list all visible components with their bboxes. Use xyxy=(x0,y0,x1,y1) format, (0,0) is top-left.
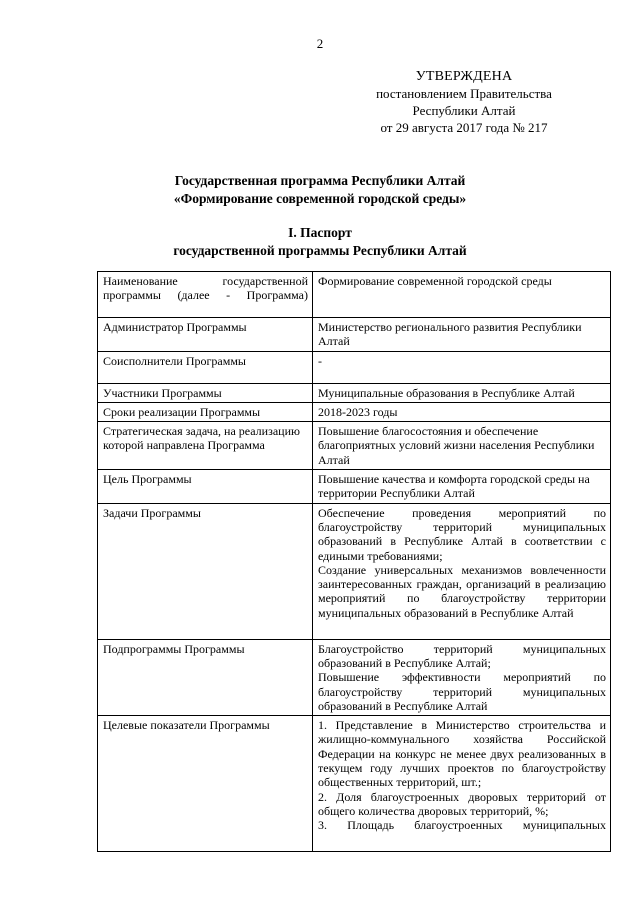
row-value xyxy=(313,383,611,402)
row-value-paragraph: Создание универсальных механизмов вовлеченности заинтересованных граждан, организаций в реализацию мероприятий по благоустройству территории муниципальных образований в Республике Алтай xyxy=(318,562,606,620)
row-value-paragraph: - xyxy=(318,353,322,368)
section-heading-line-1: I. Паспорт xyxy=(288,225,352,240)
row-value-paragraph: Повышение качества и комфорта городской среды на территории Республики Алтай xyxy=(318,472,590,501)
row-label: Цель Программы xyxy=(98,470,313,504)
document-title-line-1: Государственная программа Республики Алтай xyxy=(174,173,466,188)
row-label: Стратегическая задача, на реализацию которой направлена Программа xyxy=(98,422,313,470)
row-value-paragraph: Повышение эффективности мероприятий по благоустройству территорий муниципальных образований в Республике Алтай xyxy=(318,670,606,713)
row-value xyxy=(313,470,611,504)
row-label: Администратор Программы xyxy=(98,318,313,352)
table-row xyxy=(98,470,611,504)
approval-title: УТВЕРЖДЕНА xyxy=(415,69,513,84)
approval-line-2: Республики Алтай xyxy=(412,103,516,118)
table-row xyxy=(98,383,611,402)
table-row xyxy=(98,503,611,639)
table-row xyxy=(98,639,611,715)
table-row xyxy=(98,716,611,852)
table-row xyxy=(98,272,611,318)
row-value xyxy=(313,318,611,352)
row-value xyxy=(313,422,611,470)
row-value xyxy=(313,402,611,421)
section-heading xyxy=(0,224,640,260)
page-number: 2 xyxy=(316,36,324,51)
row-label: Подпрограммы Программы xyxy=(98,639,313,715)
table-row xyxy=(98,402,611,421)
approval-line-1: постановлением Правительства xyxy=(376,86,552,101)
row-value-paragraph: Министерство регионального развития Республики Алтай xyxy=(318,320,582,349)
row-value xyxy=(313,716,611,852)
row-label: Наименование государственной программы (далее - Программа) xyxy=(98,272,313,318)
passport-table xyxy=(97,271,611,852)
document-title-line-2: «Формирование современной городской среды» xyxy=(173,191,467,206)
row-value-paragraph: 1. Представление в Министерство строительства и жилищно-коммунального хозяйства Российской Федерации на конкурс не менее двух реализованных в текущем году лучших проектов по благоустройству общественных территорий, шт.; xyxy=(318,718,606,790)
row-value-paragraph: 3. Площадь благоустроенных муниципальных xyxy=(318,818,606,833)
row-value-paragraph: Благоустройство территорий муниципальных образований в Республике Алтай; xyxy=(318,641,606,670)
row-label: Участники Программы xyxy=(98,383,313,402)
row-value-paragraph: Повышение благосостояния и обеспечение благоприятных условий жизни населения Республики Алтай xyxy=(318,424,595,467)
row-label: Сроки реализации Программы xyxy=(98,402,313,421)
document-title xyxy=(0,172,640,208)
row-value-paragraph: 2018-2023 годы xyxy=(318,404,398,419)
row-value-paragraph: Муниципальные образования в Республике Алтай xyxy=(318,385,575,400)
row-label: Соисполнители Программы xyxy=(98,351,313,383)
table-row xyxy=(98,318,611,352)
row-value-paragraph: Формирование современной городской среды xyxy=(318,274,552,288)
table-row xyxy=(98,351,611,383)
row-value xyxy=(313,639,611,715)
approval-stamp xyxy=(300,68,628,136)
row-value xyxy=(313,272,611,318)
row-value xyxy=(313,351,611,383)
approval-line-3: от 29 августа 2017 года № 217 xyxy=(380,120,548,135)
section-heading-line-2: государственной программы Республики Алтай xyxy=(173,243,467,258)
row-value-paragraph: Обеспечение проведения мероприятий по благоустройству территорий муниципальных образований в Республике Алтай в соответствии с едиными требованиями; xyxy=(318,505,606,563)
row-label: Целевые показатели Программы xyxy=(98,716,313,852)
row-label: Задачи Программы xyxy=(98,503,313,639)
table-row xyxy=(98,422,611,470)
row-value xyxy=(313,503,611,639)
row-value-paragraph: 2. Доля благоустроенных дворовых территорий от общего количества дворовых территорий, %; xyxy=(318,789,606,818)
